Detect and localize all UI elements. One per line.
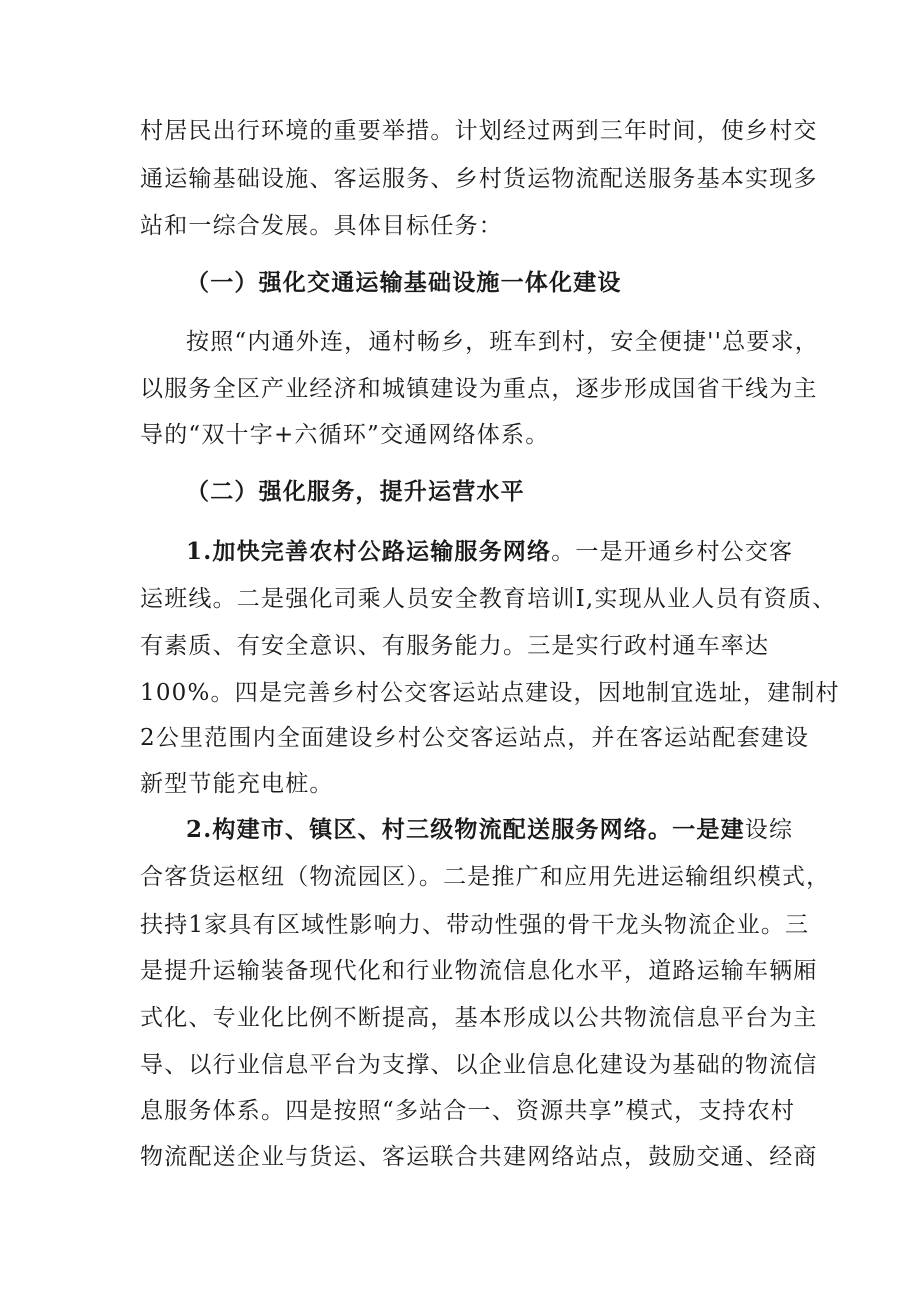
item1-line-4: 100%。四是完善乡村公交客运站点建设，因地制宜选址，建制村: [140, 680, 840, 706]
item2-line-4: 是提升运输装备现代化和行业物流信息化水平，道路运输车辆厢: [140, 958, 818, 984]
item2-line-2: 合客货运枢纽（物流园区）。二是推广和应用先进运输组织模式，: [140, 864, 831, 890]
item2-first-line: [186, 815, 793, 845]
item2-first-rest: 设综: [744, 817, 794, 843]
item2-line-5: 式化、专业化比例不断提高，基本形成以公共物流信息平台为主: [140, 1005, 818, 1031]
intro-line-3: 站和一综合发展。具体目标任务：: [140, 213, 503, 239]
intro-line-1: 村居民出行环境的重要举措。计划经过两到三年时间，使乡村交: [140, 118, 818, 144]
item1-line-3: 有素质、有安全意识、有服务能力。三是实行政村通车率达: [140, 633, 770, 659]
item1-first-line: [186, 537, 793, 567]
item1-line-6: 新型节能充电桩。: [140, 771, 334, 797]
item1-lead: 1.加快完善农村公路运输服务网络: [186, 538, 552, 565]
item2-lead: 2.构建市、镇区、村三级物流配送服务网络。一是建: [186, 816, 745, 843]
item1-line-5: 2公里范围内全面建设乡村公交客运站点，并在客运站配套建设: [140, 725, 810, 751]
section-heading-2: （二）强化服务，提升运营水平: [186, 478, 525, 505]
item1-line-2: 运班线。二是强化司乘人员安全教育培训I,实现从业人员有资质、: [140, 586, 837, 612]
item1-first-rest: 。一是开通乡村公交客: [551, 539, 794, 565]
intro-line-2: 通运输基础设施、客运服务、乡村货运物流配送服务基本实现多: [140, 166, 818, 192]
item2-line-3: 扶持1家具有区域性影响力、带动性强的骨干龙头物流企业。三: [140, 912, 810, 938]
para1-line-2: 以服务全区产业经济和城镇建设为重点，逐步形成国省干线为主: [140, 376, 818, 402]
item2-line-7: 息服务体系。四是按照“多站合一、资源共享”模式，支持农村: [140, 1098, 796, 1124]
para1-line-1: 按照“内通外连，通村畅乡，班车到村，安全便捷''总要求，: [186, 329, 820, 355]
item2-line-8: 物流配送企业与货运、客运联合共建网络站点，鼓励交通、经商: [140, 1144, 818, 1170]
para1-line-3: 导的“双十字+六循环”交通网络体系。: [140, 422, 550, 448]
section-heading-1: （一）强化交通运输基础设施一体化建设: [186, 269, 622, 296]
item2-line-6: 导、以行业信息平台为支撑、以企业信息化建设为基础的物流信: [140, 1052, 818, 1078]
